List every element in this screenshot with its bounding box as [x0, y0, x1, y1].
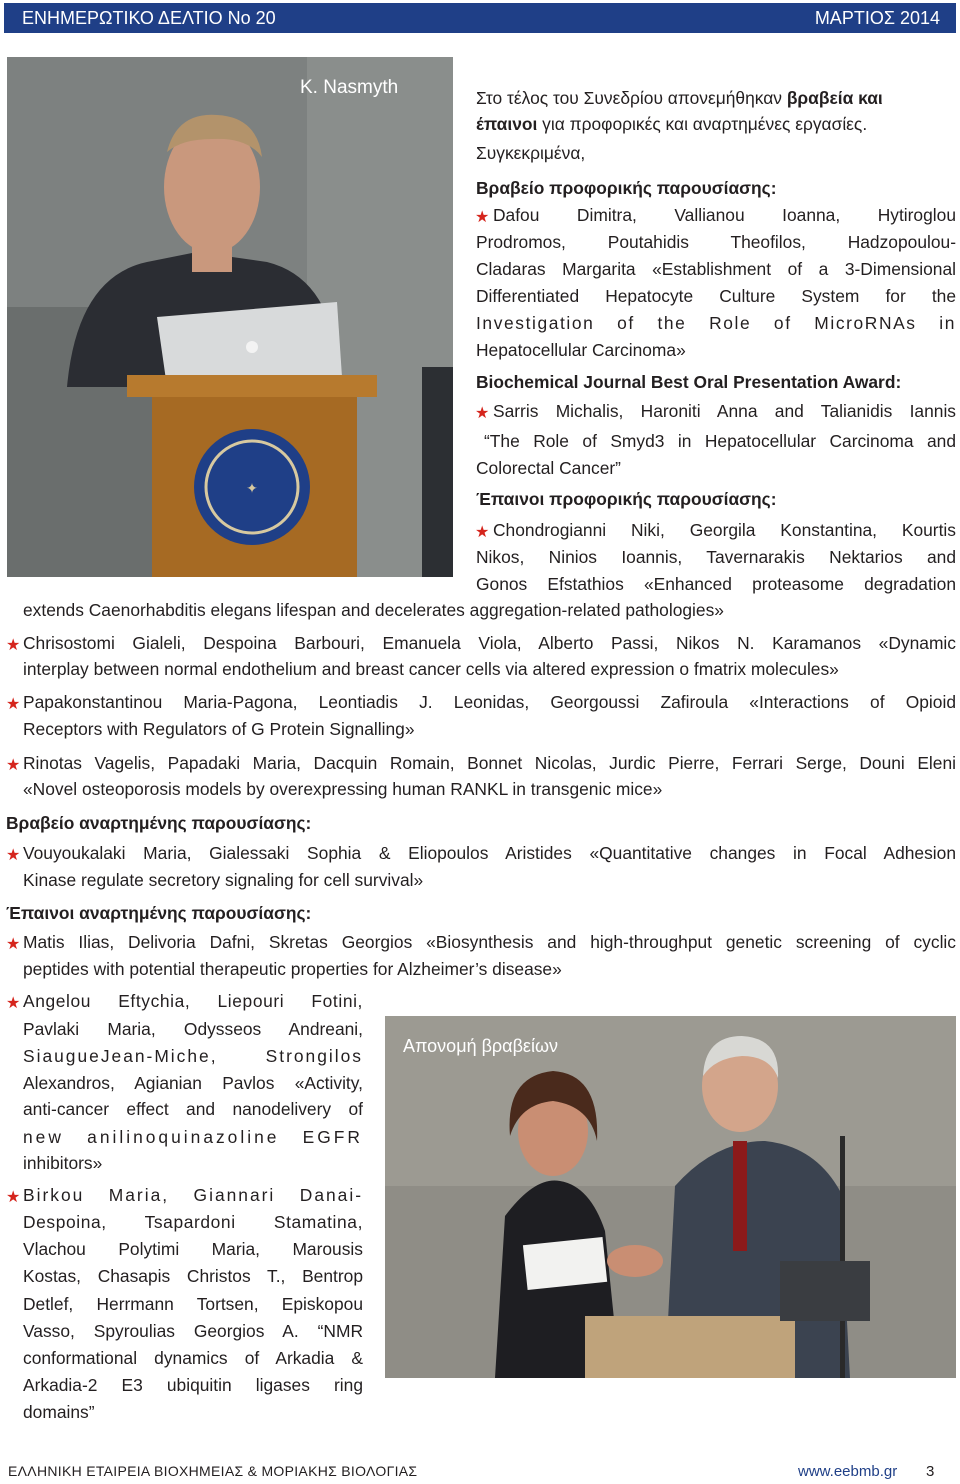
oral-commend-line: interplay between normal endothelium and breast cancer cells via altered expression o fmatrix molecules» — [23, 659, 839, 679]
poster-commend-line: Despoina, Tsapardoni Stamatina, — [23, 1212, 363, 1232]
page-header — [4, 3, 956, 33]
poster-commend-line: anti-cancer effect and nanodelivery of — [23, 1099, 363, 1119]
poster-commend-line: Matis Ilias, Delivoria Dafni, Skretas Georgios «Biosynthesis and high-throughput genetic screening of cyclic — [23, 932, 956, 952]
website-link[interactable]: www.eebmb.gr — [798, 1463, 898, 1480]
society-name: ΕΛΛΗΝΙΚΗ ΕΤΑΙΡΕΙΑ ΒΙΟΧΗΜΕΙΑΣ & ΜΟΡΙΑΚΗΣ ΒΙΟΛΟΓΙΑΣ — [8, 1463, 418, 1479]
poster-commend-line: Arkadia-2 E3 ubiquitin ligases ring — [23, 1375, 363, 1395]
poster-commend-line: inhibitors» — [23, 1153, 103, 1173]
oral-award-heading: Βραβείο προφορικής παρουσίασης: — [476, 178, 777, 198]
poster-commend-line: Detlef, Herrmann Tortsen, Episkopou — [23, 1294, 363, 1314]
intro-line-1: Στο τέλος του Συνεδρίου απονεμήθηκαν βραβεία και — [476, 88, 883, 108]
bj-award-line: Colorectal Cancer” — [476, 458, 621, 478]
oral-award-line: Cladaras Margarita «Establishment of a 3-Dimensional — [476, 259, 956, 279]
speaker-photo-caption: K. Nasmyth — [300, 77, 399, 98]
svg-text:✦: ✦ — [246, 481, 258, 497]
issue-date: ΜΑΡΤΙΟΣ 2014 — [814, 8, 940, 28]
poster-commend-line: peptides with potential therapeutic properties for Alzheimer’s disease» — [23, 959, 562, 979]
poster-commend-heading: Έπαινοι αναρτημένης παρουσίασης: — [6, 903, 312, 923]
star-icon: ★ — [6, 757, 21, 774]
oral-commend-line: Gonos Efstathios «Enhanced proteasome degradation — [476, 574, 956, 594]
oral-commend-line: «Novel osteoporosis models by overexpressing human RANKL in transgenic mice» — [23, 779, 663, 799]
award-photo-caption: Απονομή βραβείων — [403, 1036, 559, 1056]
star-icon: ★ — [6, 637, 21, 654]
poster-commend-line: Vlachou Polytimi Maria, Marousis — [23, 1239, 363, 1259]
oral-award-line: Differentiated Hepatocyte Culture System for the — [476, 286, 956, 306]
oral-commend-line: extends Caenorhabditis elegans lifespan and decelerates aggregation-related pathologies» — [23, 600, 724, 620]
oral-commend-line: Chondrogianni Niki, Georgila Konstantina, Kourtis — [493, 520, 956, 540]
poster-commend-line: SiaugueJean-Miche, Strongilos — [23, 1046, 363, 1066]
speaker-photo — [7, 57, 453, 577]
star-icon: ★ — [6, 936, 21, 953]
poster-commend-line: domains” — [23, 1402, 95, 1422]
intro-line-2: έπαινοι για προφορικές και αναρτημένες εργασίες. — [476, 114, 868, 134]
star-icon: ★ — [475, 524, 490, 541]
bj-award-line: “The Role of Smyd3 in Hepatocellular Carcinoma and — [484, 431, 956, 451]
poster-commend-line: Alexandros, Agianian Pavlos «Activity, — [23, 1073, 363, 1093]
intro-line-3: Συγκεκριμένα, — [476, 143, 586, 163]
oral-commend-line: Chrisostomi Gialeli, Despoina Barbouri, Emanuela Viola, Alberto Passi, Nikos N. Karamanos «Dynamic — [23, 633, 956, 653]
oral-commend-heading: Έπαινοι προφορικής παρουσίασης: — [476, 489, 777, 509]
star-icon: ★ — [6, 696, 21, 713]
poster-award-line: Vouyoukalaki Maria, Gialessaki Sophia & Eliopoulos Aristides «Quantitative changes in Focal Adhesion — [23, 843, 956, 863]
bj-award-line: Sarris Michalis, Haroniti Anna and Talianidis Iannis — [493, 401, 956, 421]
poster-commend-line: Kostas, Chasapis Christos T., Bentrop — [23, 1266, 363, 1286]
poster-award-line: Kinase regulate secretory signaling for cell survival» — [23, 870, 424, 890]
poster-commend-line: Pavlaki Maria, Odysseos Andreani, — [23, 1019, 363, 1039]
oral-award-line: Prodromos, Poutahidis Theofilos, Hadzopoulou- — [476, 232, 956, 252]
bj-award-heading: Biochemical Journal Best Oral Presentation Award: — [476, 372, 902, 392]
star-icon: ★ — [6, 1189, 21, 1206]
star-icon: ★ — [475, 209, 490, 226]
poster-commend-line: Angelou Eftychia, Liepouri Fotini, — [23, 991, 363, 1011]
star-icon: ★ — [475, 405, 490, 422]
page-footer — [0, 1452, 960, 1484]
oral-commend-line: Rinotas Vagelis, Papadaki Maria, Dacquin Romain, Bonnet Nicolas, Jurdic Pierre, Ferrari Serge, Douni Eleni — [23, 753, 956, 773]
poster-commend-line: conformational dynamics of Arkadia & — [23, 1348, 363, 1368]
star-icon: ★ — [6, 995, 21, 1012]
poster-commend-line: Vasso, Spyroulias Georgios A. “NMR — [23, 1321, 363, 1341]
oral-award-line: Dafou Dimitra, Vallianou Ioanna, Hytiroglou — [493, 205, 956, 225]
oral-award-line: Investigation of the Role of MicroRNAs in — [476, 313, 956, 333]
oral-award-line: Hepatocellular Carcinoma» — [476, 340, 686, 360]
oral-commend-line: Nikos, Ninios Ioannis, Tavernarakis Nektarios and — [476, 547, 956, 567]
poster-commend-line: new anilinoquinazoline EGFR — [23, 1127, 363, 1147]
star-icon: ★ — [6, 847, 21, 864]
oral-commend-line: Receptors with Regulators of G Protein Signalling» — [23, 719, 415, 739]
award-ceremony-photo — [385, 1016, 956, 1378]
page-number: 3 — [926, 1463, 935, 1480]
poster-commend-line: Birkou Maria, Giannari Danai- — [23, 1185, 363, 1205]
oral-commend-line: Papakonstantinou Maria-Pagona, Leontiadis J. Leonidas, Georgoussi Zafiroula «Interactions of Opioid — [23, 692, 956, 712]
newsletter-title: ΕΝΗΜΕΡΩΤΙΚΟ ΔΕΛΤΙΟ Νο 20 — [22, 8, 276, 28]
poster-award-heading: Βραβείο αναρτημένης παρουσίασης: — [6, 813, 312, 833]
